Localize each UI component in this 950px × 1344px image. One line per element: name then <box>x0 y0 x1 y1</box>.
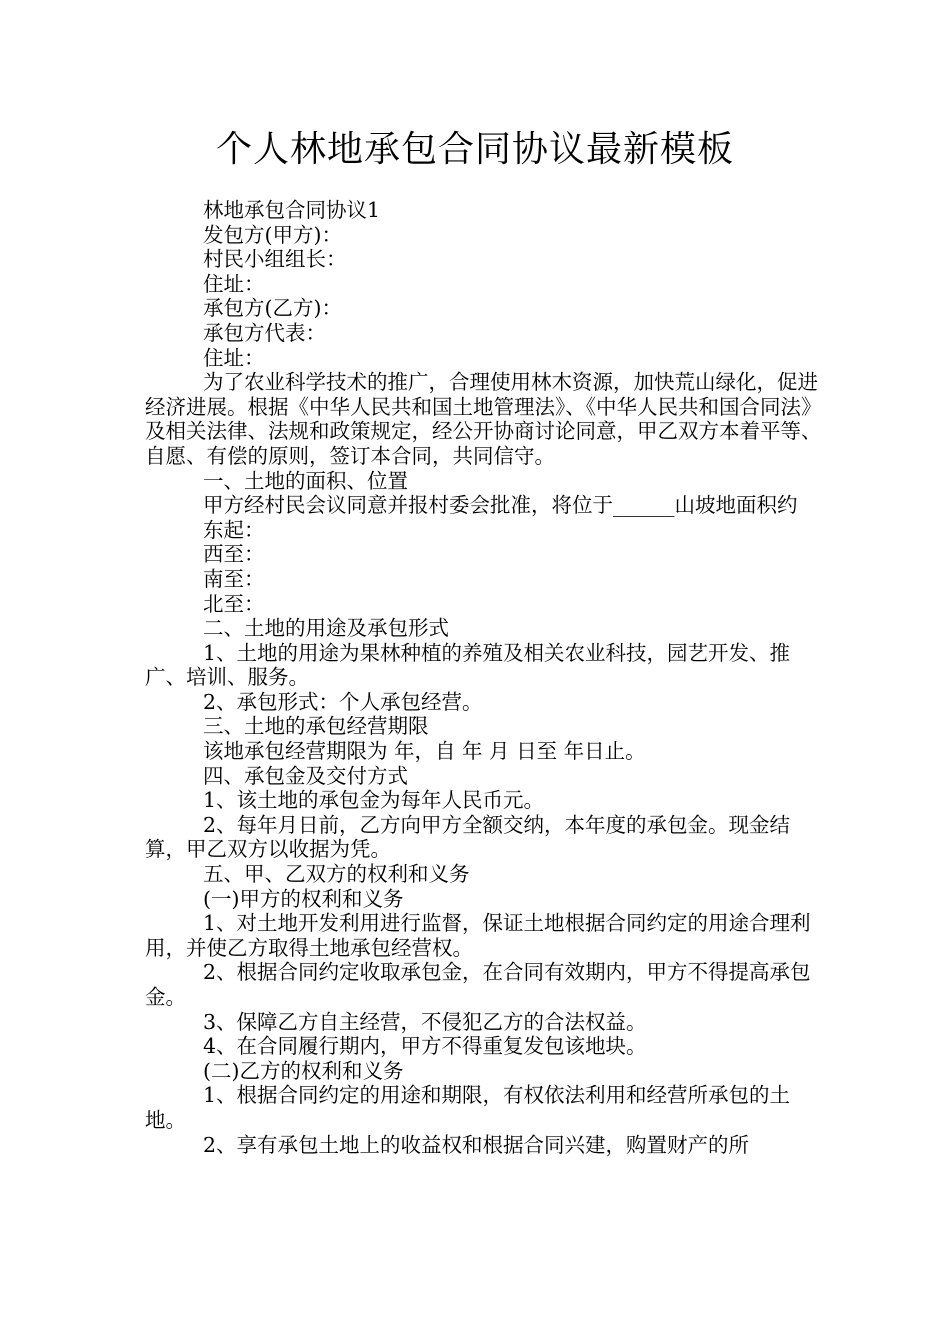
boundary-west: 西至： <box>203 542 265 567</box>
boundary-north: 北至： <box>203 591 265 616</box>
party-a-duty-4: 4、在合同履行期内，甲方不得重复发包该地块。 <box>203 1034 647 1059</box>
section-heading-2: 二、土地的用途及承包形式 <box>203 616 449 641</box>
subsection-heading-party-a: (一)甲方的权利和义务 <box>203 886 404 911</box>
fee-clause-1: 1、该土地的承包金为每年人民币元。 <box>203 788 545 813</box>
party-b-line: 承包方(乙方)： <box>203 296 342 321</box>
group-leader-line: 村民小组组长： <box>203 247 347 272</box>
section-heading-5: 五、甲、乙双方的权利和义务 <box>203 862 470 887</box>
section-heading-1: 一、土地的面积、位置 <box>203 468 408 493</box>
party-a-line: 发包方(甲方)： <box>203 222 342 247</box>
boundary-east: 东起： <box>203 517 265 542</box>
party-b-duty-1: 1、根据合同约定的用途和期限，有权依法利用和经营所承包的土地。 <box>145 1083 791 1132</box>
land-use-clause: 1、土地的用途为果林种植的养殖及相关农业科技，园艺开发、推广、培训、服务。 <box>145 640 791 690</box>
party-b-duty-2: 2、享有承包土地上的收益权和根据合同兴建，购置财产的所 <box>203 1132 750 1157</box>
party-b-address-line: 住址： <box>203 345 265 370</box>
contract-heading: 林地承包合同协议1 <box>203 198 381 222</box>
subsection-heading-party-b: (二)乙方的权利和义务 <box>203 1058 404 1083</box>
party-a-duty-2: 2、根据合同约定收取承包金，在合同有效期内，甲方不得提高承包金。 <box>145 960 811 1009</box>
contract-form-clause: 2、承包形式：个人承包经营。 <box>203 689 483 714</box>
fee-clause-2: 2、每年月日前，乙方向甲方全额交纳，本年度的承包金。现金结算，甲乙双方以收据为凭。 <box>145 812 791 862</box>
section-heading-3: 三、土地的承包经营期限 <box>203 714 429 739</box>
party-a-duty-3: 3、保障乙方自主经营，不侵犯乙方的合法权益。 <box>203 1009 647 1034</box>
document-body <box>145 198 825 1157</box>
party-a-duty-1: 1、对土地开发利用进行监督，保证土地根据合同约定的用途合理利用，并使乙方取得土地承包经营权。 <box>145 911 811 960</box>
land-location-paragraph: 甲方经村民会议同意并报村委会批准，将位于______山坡地面积约 <box>203 493 798 518</box>
boundary-south: 南至： <box>203 566 265 591</box>
party-a-address-line: 住址： <box>203 271 265 296</box>
term-clause: 该地承包经营期限为 年，自 年 月 日至 年日止。 <box>203 739 646 764</box>
section-heading-4: 四、承包金及交付方式 <box>203 763 408 788</box>
document-title: 个人林地承包合同协议最新模板 <box>215 129 734 170</box>
party-b-representative-line: 承包方代表： <box>203 320 326 345</box>
preamble-paragraph: 为了农业科学技术的推广，合理使用林木资源，加快荒山绿化，促进经济进展。根据《中华人民共和国土地管理法》、《中华人民共和国合同法》及相关法律、法规和政策规定，经公开协商讨论同意，甲乙双方本着平等、自愿、有偿的原则，签订本合同，共同信守。 <box>145 370 822 468</box>
